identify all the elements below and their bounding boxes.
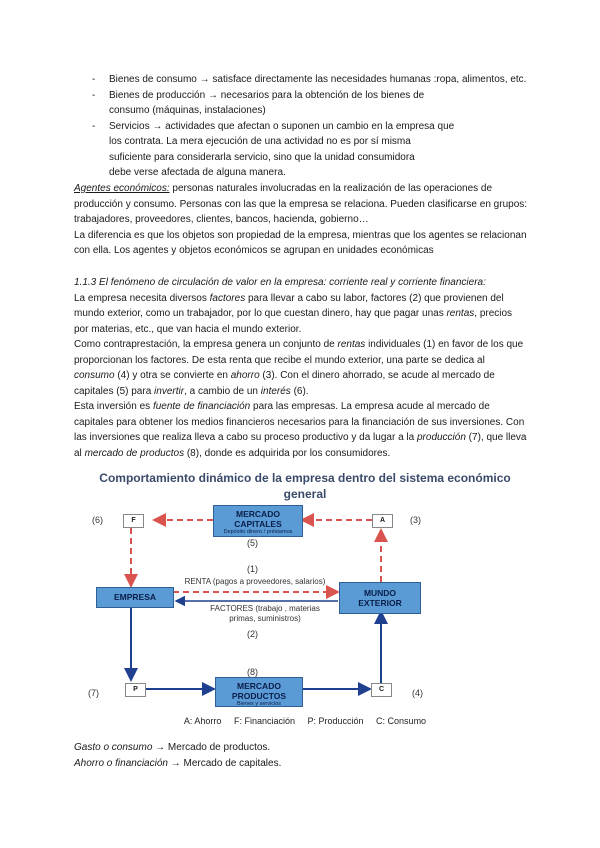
label-1: (1)	[247, 564, 258, 574]
label-3: (3)	[410, 515, 421, 525]
mercado-capitales-box: MERCADO CAPITALES Depósito dinero / préstamos	[213, 505, 303, 537]
label-6: (6)	[92, 515, 103, 525]
legend-ahorro: A: Ahorro	[183, 716, 222, 726]
bullet-line: Bienes de consumo → satisface directamente las necesidades humanas :ropa, alimentos, etc.	[109, 74, 527, 85]
bullet-line: Servicios → actividades que afectan o suponen un cambio en la empresa que	[109, 120, 455, 132]
bullet-dash: -	[92, 120, 96, 132]
renta-label: RENTA (pagos a proveedores, salarios)	[184, 577, 326, 586]
bullet-dash: -	[92, 89, 96, 101]
list-item	[92, 119, 542, 181]
node-c: C	[371, 683, 392, 697]
flow-diagram	[80, 470, 530, 732]
bullet-line: suficiente para considerarla servicio, sino que la unidad consumidora	[109, 151, 415, 163]
summary-lines	[74, 740, 532, 771]
mercado-productos-box: MERCADO PRODUCTOS Bienes y servicios	[215, 677, 303, 707]
legend-financiacion: F: Financiación	[233, 716, 295, 726]
text-line: Ahorro o financiación → Mercado de capitales.	[74, 757, 282, 769]
label-7: (7)	[88, 688, 99, 698]
bullet-list	[92, 72, 542, 181]
list-item	[92, 72, 542, 88]
diagram-title: Comportamiento dinámico de la empresa dentro del sistema económico general	[99, 471, 511, 501]
text-line: trabajadores, proveedores, clientes, bancos, hacienda, gobierno…	[74, 214, 369, 225]
factores-label: FACTORES (trabajo , materias primas, suministros)	[210, 604, 320, 623]
section-body: 1.1.3 El fenómeno de circulación de valor en la empresa: corriente real y corriente financiera: La empresa necesita diversos factores para llevar a cabo su labor, factores (2) que provienen del mundo exterior, como un trabajador, por lo que cuestan dinero, hay que pagar unas rentas, precios por materias, etc., que van hacia el mundo exterior. Como contraprestación, la empresa genera un conjunto de rentas individuales (1) en favor de los que proporcionan los factores. De esta renta que recibe el mundo exterior, una parte se dedica al consumo (4) y otra se convierte en ahorro (3). Con el dinero ahorrado, se acude al mercado de capitales (5) para invertir, a cambio de un interés (6). Esta inversión es fuente de financiación para las empresas. La empresa acude al mercado de capitales para obtener los medios financieros necesarios para la financiación de sus inversiones. Con las inversiones que realiza lleva a cabo su proceso productivo y da lugar a la producción (7), que lleva al mercado de productos (8), donde es adquirida por los consumidores.	[74, 275, 532, 461]
empresa-box: EMPRESA	[96, 587, 174, 608]
list-item	[92, 88, 542, 119]
text-line: personas naturales involucradas en la realización de las operaciones de	[169, 183, 493, 194]
text-line: producción y consumo. Personas con las que la empresa se relaciona. Pueden clasificarse en grupos:	[74, 198, 528, 210]
node-f: F	[123, 514, 144, 528]
section-heading: 1.1.3 El fenómeno de circulación de valor en la empresa: corriente real y corriente financiera:	[74, 277, 486, 288]
bullet-line: Bienes de producción → necesarios para la obtención de los bienes de	[109, 89, 425, 101]
bullet-line: los contrata. La mera ejecución de una actividad no es por sí misma	[109, 136, 411, 147]
bullet-line: debe verse afectada de alguna manera.	[109, 167, 286, 178]
bullet-dash: -	[92, 74, 96, 85]
agentes-term: Agentes económicos:	[74, 183, 170, 194]
agentes-paragraph	[74, 181, 532, 259]
text-line: Gasto o consumo → Mercado de productos.	[74, 742, 271, 753]
label-5: (5)	[247, 538, 258, 548]
legend-consumo: C: Consumo	[376, 716, 427, 726]
node-a: A	[372, 514, 393, 528]
diagram-legend	[80, 714, 530, 730]
legend-produccion: P: Producción	[307, 716, 364, 726]
label-4: (4)	[412, 688, 423, 698]
mundo-exterior-box: MUNDO EXTERIOR	[339, 582, 421, 614]
bullet-line: consumo (máquinas, instalaciones)	[109, 105, 266, 116]
text-line: con ella. Los agentes y objetos económicos se agrupan en unidades económicas	[74, 245, 434, 256]
label-8: (8)	[247, 667, 258, 677]
label-2: (2)	[247, 629, 258, 639]
node-p: P	[125, 683, 146, 697]
text-line: La diferencia es que los objetos son propiedad de la empresa, mientras que los agentes se relacionan	[74, 229, 527, 241]
